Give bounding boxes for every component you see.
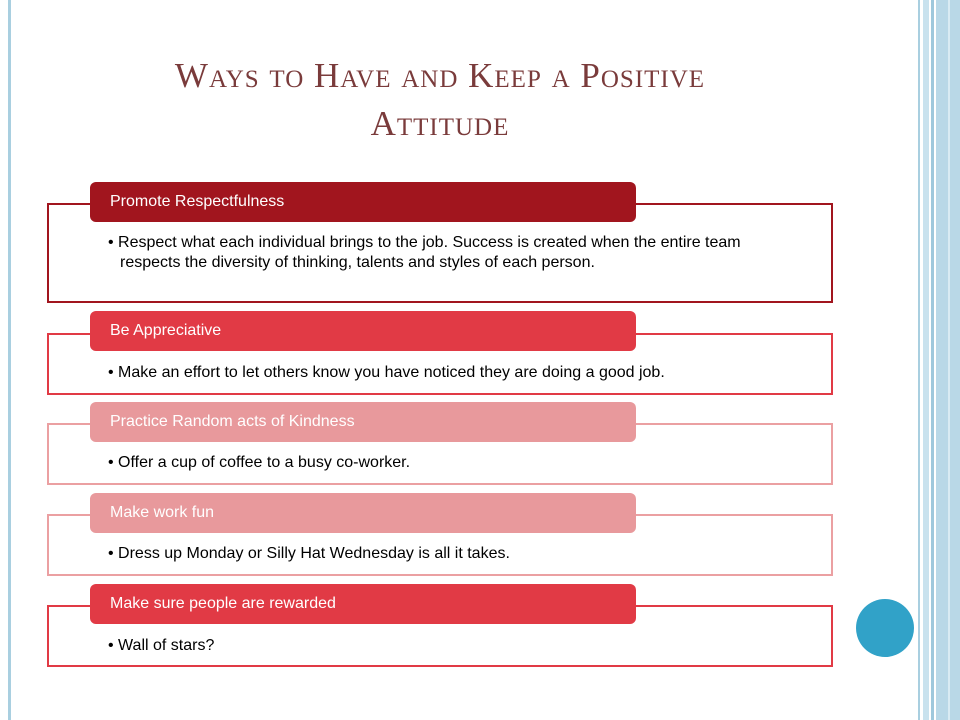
item-heading-1: Promote Respectfulness [90,182,636,222]
item-bullet-text-1: Respect what each individual brings to the job. Success is created when the entire team respects the diversity of thinking, talents and styles of each person. [118,234,741,271]
item-heading-2: Be Appreciative [90,311,636,351]
item-bullet-3: • Offer a cup of coffee to a busy co-worker. [108,454,411,471]
item-bullet-text-4: Dress up Monday or Silly Hat Wednesday is all it takes. [118,545,510,562]
item-bullet-text-2: Make an effort to let others know you have noticed they are doing a good job. [118,364,665,381]
title-line-2: Attitude [370,104,510,143]
item-bullet-5: • Wall of stars? [108,637,215,654]
item-bullet-2: • Make an effort to let others know you have noticed they are doing a good job. [108,364,665,381]
item-heading-3: Practice Random acts of Kindness [90,402,636,442]
right-decor-band [931,0,934,720]
slide-title [80,52,800,148]
decorative-circle [856,599,914,657]
item-bullet-text-3: Offer a cup of coffee to a busy co-worker. [118,454,411,471]
item-bullet-text-5: Wall of stars? [118,637,215,654]
left-border-rule [8,0,11,720]
item-heading-4: Make work fun [90,493,636,533]
item-bullet-1: • Respect what each individual brings to the job. Success is created when the entire team respects the diversity of thinking, talents and styles of each person. [108,234,741,271]
item-bullet-4: • Dress up Monday or Silly Hat Wednesday is all it takes. [108,545,510,562]
right-decor-band [918,0,920,720]
item-heading-5: Make sure people are rewarded [90,584,636,624]
right-decor-band [948,0,950,720]
right-decor-band [923,0,929,720]
title-line-1: Ways to Have and Keep a Positive [174,56,706,95]
